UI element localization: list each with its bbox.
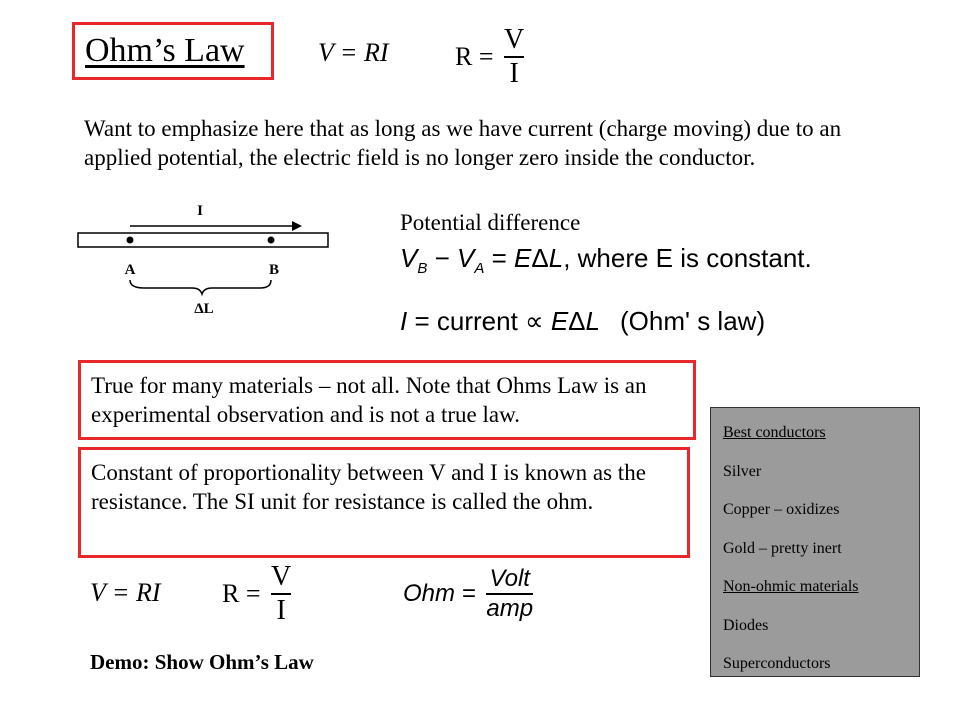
- conductor-diagram: [74, 198, 344, 323]
- ohms-law-proportionality: I = current ∝ EΔL (Ohm' s law): [400, 306, 766, 336]
- eq-lhs: R =: [455, 42, 494, 71]
- sidebar-item-silver: Silver: [723, 462, 762, 480]
- resistance-definition-box: [78, 447, 690, 558]
- eq-numerator: V: [271, 561, 292, 592]
- equation-ohm-unit: [403, 567, 533, 621]
- sidebar-item-superconductors: Superconductors: [723, 655, 831, 672]
- brace-icon: [130, 280, 271, 294]
- eq-lhs: R =: [222, 579, 261, 608]
- point-b-dot: [268, 237, 275, 244]
- arrow-head-icon: [292, 221, 302, 231]
- sidebar-item-gold: Gold – pretty inert: [723, 539, 842, 557]
- conductors-sidebar: [710, 407, 920, 677]
- sidebar-heading-best-conductors: Best conductors: [723, 424, 826, 441]
- sidebar-item-diodes: Diodes: [723, 616, 769, 634]
- eq-denominator: I: [276, 595, 286, 626]
- current-word: current: [436, 306, 518, 336]
- sidebar-heading-non-ohmic: Non-ohmic materials: [723, 578, 859, 595]
- point-a-label: A: [124, 262, 136, 278]
- current-label: I: [197, 203, 203, 219]
- eq-denominator: amp: [486, 595, 534, 622]
- intro-paragraph: Want to emphasize here that as long as we have current (charge moving) due to an applied potential, the electric field is no longer zero inside the conductor.: [84, 116, 842, 170]
- potential-equation-text: , where E is constant.: [563, 243, 812, 273]
- conductor-bar: [78, 233, 328, 247]
- equation-v-equals-ri-bottom: V = RI: [90, 578, 161, 607]
- ohms-law-note: (Ohm' s law): [620, 306, 766, 336]
- equation-v-equals-ri-top: V = RI: [318, 38, 389, 67]
- potential-equation: $V_B - V_A = E\Delta L$, where E is constant.: [400, 243, 812, 278]
- resistance-definition: Constant of proportionality between V and I is known as the resistance. The SI unit for resistance is called the ohm.: [91, 460, 646, 514]
- delta-l-label: ΔL: [194, 301, 214, 317]
- eq-denominator: I: [509, 58, 519, 89]
- page-title: Ohm’s Law: [85, 32, 245, 69]
- sidebar-item-copper: Copper – oxidizes: [723, 501, 840, 518]
- eq-numerator: V: [504, 24, 525, 55]
- equation-r-equals-v-over-i-top: [455, 26, 524, 88]
- equation-r-equals-v-over-i-bottom: [222, 563, 291, 625]
- point-a-dot: [127, 237, 134, 244]
- eq-lhs: Ohm =: [403, 580, 476, 607]
- eq-numerator: Volt: [489, 565, 530, 592]
- point-b-label: B: [268, 262, 280, 278]
- page-title-box: [72, 22, 274, 80]
- materials-note-box: [78, 360, 696, 440]
- potential-heading: Potential difference: [400, 210, 581, 235]
- demo-note: Demo: Show Ohm’s Law: [90, 650, 314, 674]
- materials-note: True for many materials – not all. Note that Ohms Law is an experimental observation and is not a true law.: [91, 373, 647, 427]
